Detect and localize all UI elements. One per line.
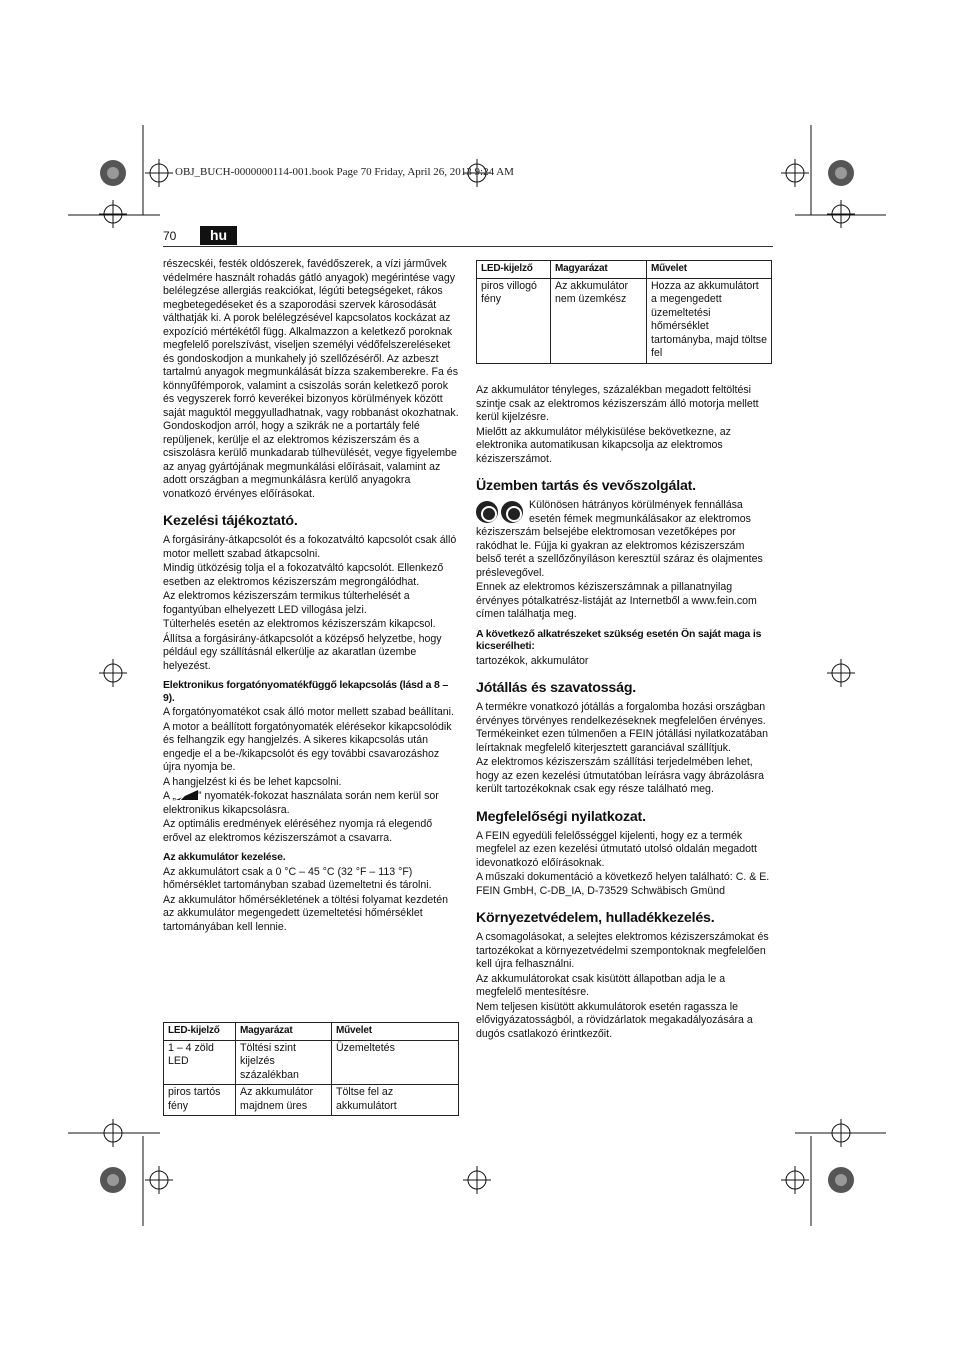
page-number: 70 <box>163 229 177 243</box>
paragraph: Az elektromos kéziszerszám termikus túlterhelését a fogantyúban elhelyezett LED villogása jelzi. <box>163 590 410 616</box>
paragraph: A termékre vonatkozó jótállás a forgalomba hozási országban érvényes törvényes rendelkezéseknek megfelelően érvényes. Termékeinket ezen túlmenően a FEIN jótállási nyilatkozatában leírtaknak megfelelő kiterjesztett garanciával szállítjuk. <box>476 701 769 754</box>
table-cell: 1 – 4 zöld LED <box>164 1040 236 1085</box>
table-header-cell: Magyarázat <box>551 261 647 279</box>
torque-wedge-icon <box>176 790 198 800</box>
paragraph: Az elektromos kéziszerszám szállítási terjedelmében lehet, hogy az ezen kezelési útmutatóban leírásra vagy ábrázolásra került tartozékoknak csak egy része található meg. <box>476 756 764 795</box>
section-heading-kezelesi: Kezelési tájékoztató. <box>163 513 298 529</box>
paragraph: Különösen hátrányos körülmények fennállása esetén fémek megmunkálásakor az elektromos kéziszerszám belsejébe elektromosan vezetőképes por rakódhat le. Fújja ki gyakran az elektromos kéziszerszám belső terét a szellőzőnyíláson keresztül száraz és olajmentes préslevegővel. <box>476 499 763 579</box>
table-header-cell: LED-kijelző <box>164 1023 236 1041</box>
paragraph: A csomagolásokat, a selejtes elektromos kéziszerszámokat és tartozékokat a környezetvédelmi szempontoknak megfelelően kell újra felhasználni. <box>476 931 769 970</box>
table-row <box>477 278 772 363</box>
paragraph: A forgatónyomatékot csak álló motor mellett szabad beállítani. <box>163 706 454 718</box>
eye-protection-icon <box>476 501 498 523</box>
table-header-cell: Művelet <box>647 261 772 279</box>
file-info-header: OBJ_BUCH-0000000114-001.book Page 70 Friday, April 26, 2013 9:24 AM <box>175 166 514 178</box>
safety-icons <box>476 501 523 523</box>
table-cell: Üzemeltetés <box>332 1040 459 1085</box>
table-header-cell: Művelet <box>332 1023 459 1041</box>
table-row <box>164 1040 459 1085</box>
table-cell: Az akkumulátor majdnem üres <box>236 1085 332 1116</box>
paragraph: Ennek az elektromos kéziszerszámnak a pillanatnyilag érvényes pótalkatrész-listáját az Internetből a www.fein.com címen találhatja meg. <box>476 581 757 620</box>
paragraph: Állítsa a forgásirány-átkapcsolót a középső helyzetbe, hogy például egy szállításnál elkerülje az akaratlan üzembe helyezést. <box>163 632 442 672</box>
paragraph: A motor a beállított forgatónyomaték elérésekor kikapcsolódik és felhangzik egy hangjelzés. A sikeres kikapcsolás után engedje el a be-/kikapcsolót és egy további csavarozáshoz újra nyomja be. <box>163 720 452 773</box>
paragraph: Az akkumulátor tényleges, százalékban megadott feltöltési szintje csak az elektromos kéziszerszám álló motorja mellett kerül kijelzésre. <box>476 384 759 423</box>
paragraph-torque-symbol: A „ ” nyomaték-fokozat használata során nem kerül sor elektronikus kikapcsolásra. <box>163 790 439 816</box>
paragraph: Túlterhelés esetén az elektromos kéziszerszám kikapcsol. <box>163 618 436 630</box>
paragraph: Az optimális eredmények eléréséhez nyomja rá elegendő erővel az elektromos kéziszerszámot a csavarra. <box>163 818 433 844</box>
led-table-2 <box>476 260 772 364</box>
table-row <box>164 1085 459 1116</box>
paragraph: Az akkumulátor hőmérsékletének a töltési folyamat kezdetén az akkumulátor megengedett üzemeltetési hőmérséklet tartományában kell lennie. <box>163 893 448 933</box>
paragraph: Mindig ütközésig tolja el a fokozatváltó kapcsolót. Ellenkező esetben az elektromos kéziszerszám megrongálódhat. <box>163 562 444 588</box>
paragraph: Nem teljesen kisütött akkumulátorok esetén ragassza le elővigyázatosságból, a rövidzárlatok megakadályozására a dugós csatlakozó érintkezőit. <box>476 1000 753 1040</box>
table-cell: Töltse fel az akkumulátort <box>332 1085 459 1116</box>
paragraph: A FEIN egyedüli felelősséggel kijelenti, hogy ez a termék megfelel az ezen kezelési útmutató utolsó oldalán megadott idevonatkozó előírásoknak. <box>476 829 757 869</box>
intro-paragraph: részecskéi, festék oldószerek, favédőszerek, a vízi járművek védelmére használt rohadás gátló anyagok) megérintése vagy belélegzése allergiás reakciókat, légúti betegségeket, rákos megbetegedéseket és a szaporodási szervek károsodását válthatják ki. A porok belélegzésével kapcsolatos kockázat az expozíció mértékétől függ. Alkalmazzon a keletkező poroknak megfelelő porelszívást, viseljen személyi védőfelszereléseket és gondoskodjon a munkahely jó szellőzéséről. Az azbeszt tartalmú anyagok megmunkálását bízza szakemberekre. Fa és könnyűfémporok, valamint a csiszolás során keletkező porok és vegyszerek forró keverékei bizonyos körülmények között saját maguktól meggyulladhatnak, vagy robbanást okozhatnak. Gondoskodjon arról, hogy a szikrák ne a portartály felé repüljenek, kerülje el az elektromos kéziszerszám és a csiszolásra kerülő munkadarab túlhevülését, vegye figyelembe az anyag gyártójának megmunkálási előírásait, valamint az adott országban a megmunkálásra kerülő anyagokra vonatkozó érvényes előírásokat. <box>163 258 459 500</box>
section-heading-uzemben: Üzemben tartás és vevőszolgálat. <box>476 478 696 494</box>
table-cell: Töltési szint kijelzés százalékban <box>236 1040 332 1085</box>
paragraph: A forgásirány-átkapcsolót és a fokozatváltó kapcsolót csak álló motor mellett szabad átkapcsolni. <box>163 534 457 560</box>
left-column <box>163 258 459 935</box>
table-cell: piros tartós fény <box>164 1085 236 1116</box>
led-table-1 <box>163 1022 459 1116</box>
paragraph: tartozékok, akkumulátor <box>476 654 589 667</box>
section-heading-jotallas: Jótállás és szavatosság. <box>476 680 637 696</box>
table-header-cell: LED-kijelző <box>477 261 551 279</box>
right-column <box>476 384 772 1042</box>
table-cell: Az akkumulátor nem üzemkész <box>551 278 647 363</box>
header-divider <box>163 246 773 247</box>
paragraph: Az akkumulátorokat csak kisütött állapotban adja le a megfelelő mentesítésre. <box>476 972 726 998</box>
table-header-row <box>164 1023 459 1041</box>
paragraph: Az akkumulátort csak a 0 °C – 45 °C (32 °F – 113 °F) hőmérséklet tartományban szabad üzemeltetni és tárolni. <box>163 865 432 891</box>
subheading-kovetkezo: A következő alkatrészeket szükség esetén Ön saját maga is kicserélheti: <box>476 627 762 652</box>
table-cell: Hozza az akkumulátort a megengedett üzemeltetési hőmérséklet tartományba, majd töltse fel <box>647 278 772 363</box>
dust-mask-icon <box>501 501 523 523</box>
section-heading-kornyezet: Környezetvédelem, hulladékkezelés. <box>476 910 715 926</box>
paragraph: A hangjelzést ki és be lehet kapcsolni. <box>163 775 342 788</box>
table-header-row <box>477 261 772 279</box>
subheading-akku: Az akkumulátor kezelése. <box>163 851 286 863</box>
paragraph: A műszaki dokumentáció a következő helyen található: C. & E. FEIN GmbH, C-DB_IA, D-73529 Schwäbisch Gmünd <box>476 871 770 897</box>
subheading-elektronikus: Elektronikus forgatónyomatékfüggő lekapcsolás (lásd a 8 – 9). <box>163 679 449 704</box>
paragraph: Mielőtt az akkumulátor mélykisülése bekövetkezne, az elektronika automatikusan kikapcsolja az elektromos kéziszerszámot. <box>476 425 731 465</box>
maintenance-paragraph <box>476 499 772 581</box>
table-cell: piros villogó fény <box>477 278 551 363</box>
table-header-cell: Magyarázat <box>236 1023 332 1041</box>
language-tag: hu <box>200 226 237 245</box>
section-heading-megfelelosegi: Megfelelőségi nyilatkozat. <box>476 808 646 825</box>
